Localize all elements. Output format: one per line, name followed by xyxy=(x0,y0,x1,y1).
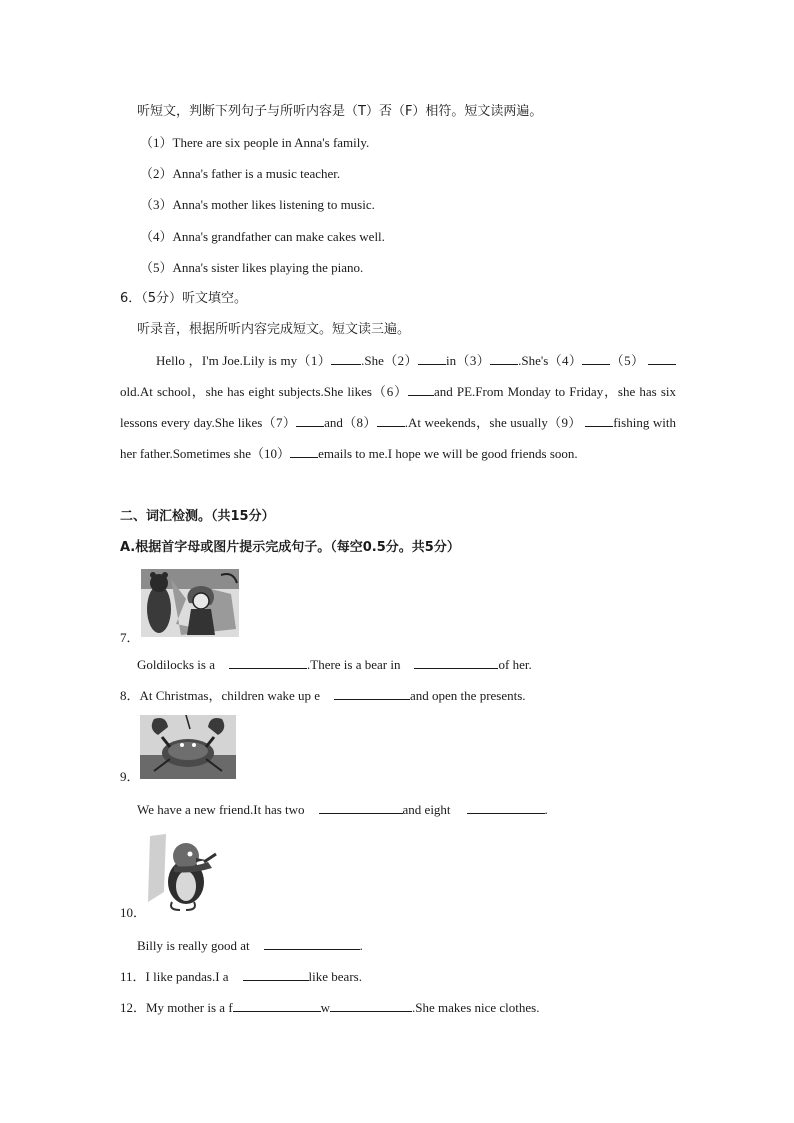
tf-item-2: （2）Anna's father is a music teacher. xyxy=(140,166,341,181)
tf-item-1: （1）There are six people in Anna's family. xyxy=(140,135,370,150)
blank-6[interactable] xyxy=(408,383,434,396)
section-2-title: 二、词汇检测。（共15分） xyxy=(120,509,275,524)
blank-2[interactable] xyxy=(418,352,446,365)
q6-passage: Hello ，I'm Joe.Lily is my（1） .She（2） in（3） .She's（4） （5） old.At school，she has eight subjects.She likes（6） and PE.From Monday to Friday，she has six lessons every day.She likes（7） and（8） .At weekends，she usually（9） fishing with her father.Sometimes she（10） emails to me.I hope we will be good friends soon. xyxy=(120,353,677,461)
q12-blank-2[interactable] xyxy=(330,999,412,1012)
tf-item-3: （3）Anna's mother likes listening to music. xyxy=(140,197,375,212)
blank-8[interactable] xyxy=(377,414,405,427)
listening-instruction: 听短文，判断下列句子与所听内容是（T）否（F）相符。短文读两遍。 xyxy=(137,104,543,119)
penguin-skating-picture xyxy=(146,832,224,914)
q10-number: 10． xyxy=(120,905,147,920)
part-a-instruction: A.根据首字母或图片提示完成句子。（每空0.5分。共5分） xyxy=(120,540,460,555)
q6-heading: 6．（5分）听文填空。 xyxy=(120,291,248,306)
blank-10[interactable] xyxy=(290,445,318,458)
q9-blank-2[interactable] xyxy=(467,801,545,814)
q11-blank[interactable] xyxy=(243,968,309,981)
q9-number: 9． xyxy=(120,769,140,784)
blank-7[interactable] xyxy=(296,414,324,427)
q9-sentence: We have a new friend.It has two and eight . xyxy=(137,802,548,817)
q12-blank-1[interactable] xyxy=(233,999,321,1012)
q11-sentence: 11．I like pandas.I a like bears. xyxy=(120,969,362,984)
crab-picture xyxy=(140,715,236,779)
blank-1[interactable] xyxy=(331,352,361,365)
q7-sentence: Goldilocks is a .There is a bear in of her. xyxy=(137,657,532,672)
blank-4[interactable] xyxy=(582,352,610,365)
q10-blank[interactable] xyxy=(264,937,360,950)
q10-sentence: Billy is really good at . xyxy=(137,938,363,953)
blank-5[interactable] xyxy=(648,352,676,365)
q9-blank-1[interactable] xyxy=(319,801,403,814)
goldilocks-bear-picture xyxy=(141,569,239,637)
q8-sentence: 8．At Christmas，children wake up e and open the presents. xyxy=(120,688,526,703)
q12-sentence: 12．My mother is a f w .She makes nice clothes. xyxy=(120,1000,540,1015)
q7-blank-1[interactable] xyxy=(229,656,307,669)
blank-9[interactable] xyxy=(585,414,613,427)
tf-item-4: （4）Anna's grandfather can make cakes well. xyxy=(140,229,385,244)
q6-instruction: 听录音，根据所听内容完成短文。短文读三遍。 xyxy=(137,322,411,337)
q7-blank-2[interactable] xyxy=(414,656,498,669)
blank-3[interactable] xyxy=(490,352,518,365)
q7-number: 7． xyxy=(120,630,140,645)
tf-item-5: （5）Anna's sister likes playing the piano. xyxy=(140,260,364,275)
q8-blank[interactable] xyxy=(334,687,410,700)
